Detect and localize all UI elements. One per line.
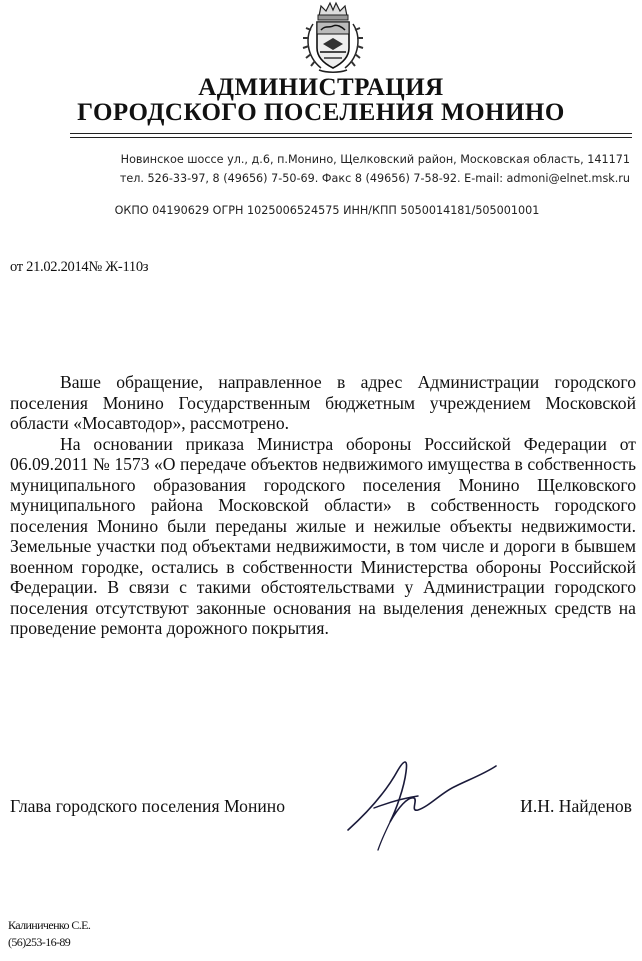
letter-body — [10, 372, 636, 639]
handwritten-signature-icon — [338, 752, 518, 852]
body-paragraph-2: На основании приказа Министра обороны Российской Федерации от 06.09.2011 № 1573 «О передаче объектов недвижимого имущества в собственность муниципального образования городского поселения Монино Щелковского муниципального района Московской области» в собственность городского поселения Монино были переданы жилые и нежилые объекты недвижимости. Земельные участки под объектами недвижимости, в том числе и дороги в бывшем военном городке, остались в собственности Министерства обороны Российской Федерации. В связи с такими обстоятельствами у Администрации городского поселения отсутствуют законные основания на выделения денежных средств на проведение ремонта дорожного покрытия. — [10, 433, 636, 638]
body-paragraph-1: Ваше обращение, направленное в адрес Администрации городского поселения Монино Государственным бюджетным учреждением Московской области «Мосавтодор», рассмотрено. — [10, 372, 636, 433]
signer-name: И.Н. Найденов — [520, 796, 632, 816]
header-divider — [70, 133, 632, 134]
redacted-addressee — [302, 240, 502, 332]
executor-phone: (56)253-16-89 — [8, 935, 71, 949]
phone-line: тел. 526-33-97, 8 (49656) 7-50-69. Факс 8 (49656) 7-58-92. E-mail: admoni@elnet.msk.ru — [119, 172, 630, 185]
registration-codes: ОКПО 04190629 ОГРН 1025006524575 ИНН/КПП 5050014181/505001001 — [114, 204, 540, 217]
reference-date-number: от 21.02.2014№ Ж-110з — [10, 259, 149, 275]
executor-block — [8, 917, 90, 951]
signer-role: Глава городского поселения Монино — [10, 796, 286, 816]
header-divider-thin — [70, 137, 632, 138]
org-title-line1: АДМИНИСТРАЦИЯ — [198, 74, 444, 101]
coat-of-arms-icon — [297, 0, 369, 74]
org-title-line2: ГОРОДСКОГО ПОСЕЛЕНИЯ МОНИНО — [77, 99, 565, 126]
address-line: Новинское шоссе ул., д.6, п.Монино, Щелковский район, Московская область, 141171 — [120, 153, 630, 166]
executor-name: Калиниченко С.Е. — [8, 918, 91, 932]
